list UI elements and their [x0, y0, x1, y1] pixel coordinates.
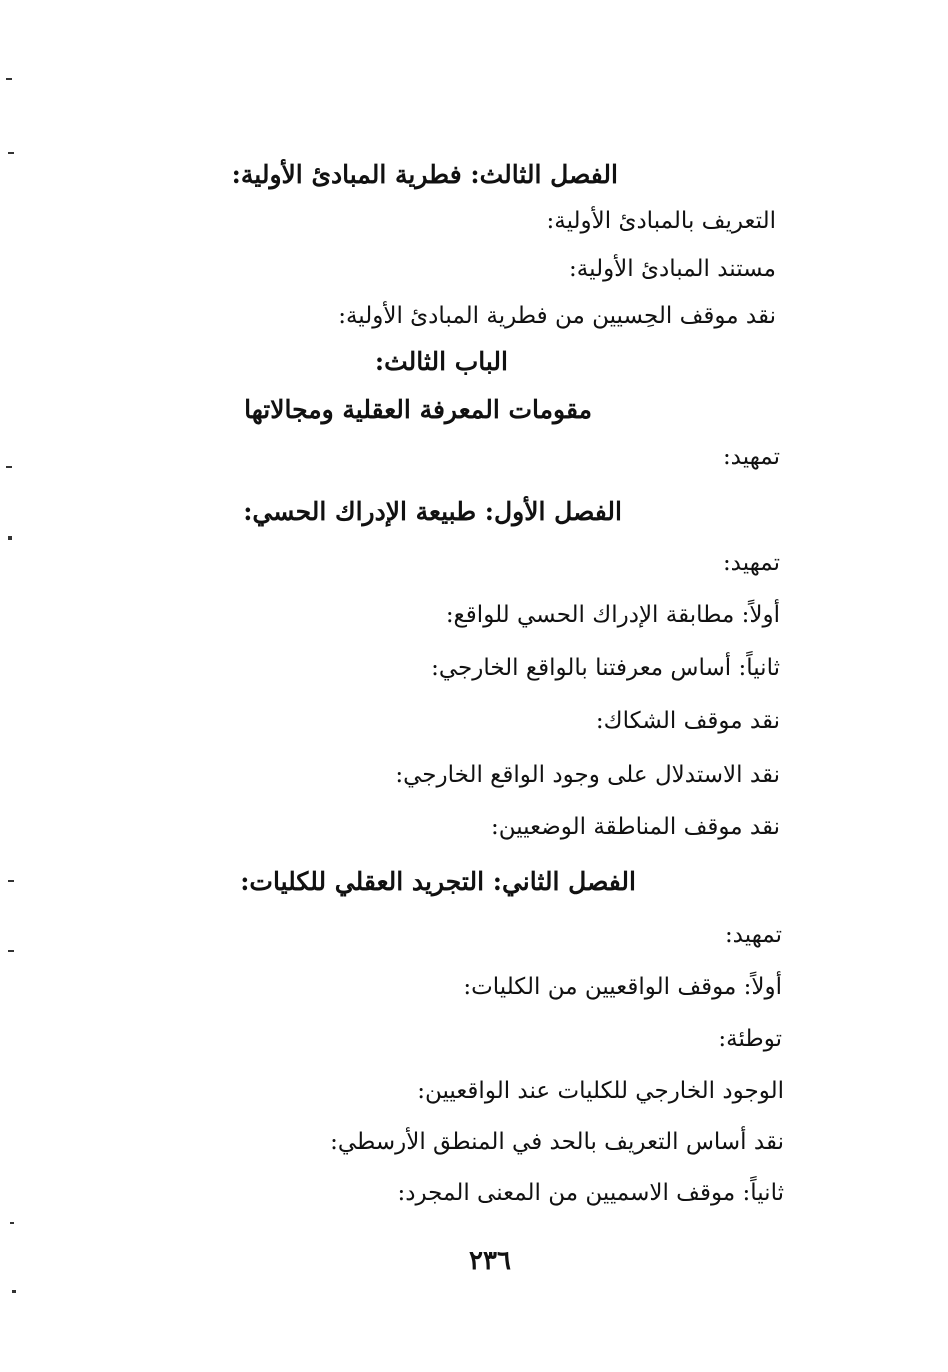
scan-mark: [8, 950, 14, 952]
scan-mark: [8, 880, 14, 882]
toc-entry: نقد موقف المناطقة الوضعيين:: [490, 814, 780, 840]
toc-entry: تمهيد:: [724, 922, 782, 948]
toc-entry: التعريف بالمبادئ الأولية:: [546, 208, 776, 234]
scan-mark: [8, 152, 14, 154]
chapter-heading: الفصل الثاني: التجريد العقلي للكليات:: [240, 867, 636, 896]
toc-entry: تمهيد:: [722, 550, 780, 576]
toc-entry: توطئة:: [718, 1026, 782, 1052]
toc-entry: نقد أساس التعريف بالحد في المنطق الأرسطي:: [330, 1129, 784, 1155]
toc-entry: نقد موقف الشكاك:: [595, 708, 780, 734]
toc-entry: تمهيد:: [722, 444, 780, 470]
toc-entry: ثانياً: موقف الاسميين من المعنى المجرد:: [397, 1180, 784, 1206]
part-title: مقومات المعرفة العقلية ومجالاتها: [244, 395, 592, 424]
toc-entry: ثانياً: أساس معرفتنا بالواقع الخارجي:: [431, 655, 780, 681]
part-heading: الباب الثالث:: [374, 347, 508, 376]
page-number: ٢٣٦: [469, 1246, 511, 1276]
scan-mark: [8, 536, 12, 540]
scan-mark: [6, 466, 12, 468]
toc-entry: الوجود الخارجي للكليات عند الواقعيين:: [417, 1078, 784, 1104]
chapter-heading: الفصل الأول: طبيعة الإدراك الحسي:: [243, 497, 622, 526]
chapter-heading: الفصل الثالث: فطرية المبادئ الأولية:: [231, 160, 618, 189]
scan-mark: [6, 78, 12, 80]
toc-entry: أولاً: موقف الواقعيين من الكليات:: [463, 974, 782, 1000]
scan-mark: [12, 1290, 16, 1293]
toc-entry: مستند المبادئ الأولية:: [569, 256, 776, 282]
scan-mark: [10, 1222, 14, 1224]
toc-entry: نقد الاستدلال على وجود الواقع الخارجي:: [395, 762, 780, 788]
toc-entry: نقد موقف الحِسيين من فطرية المبادئ الأولية:: [338, 303, 776, 329]
toc-entry: أولاً: مطابقة الإدراك الحسي للواقع:: [445, 602, 780, 628]
